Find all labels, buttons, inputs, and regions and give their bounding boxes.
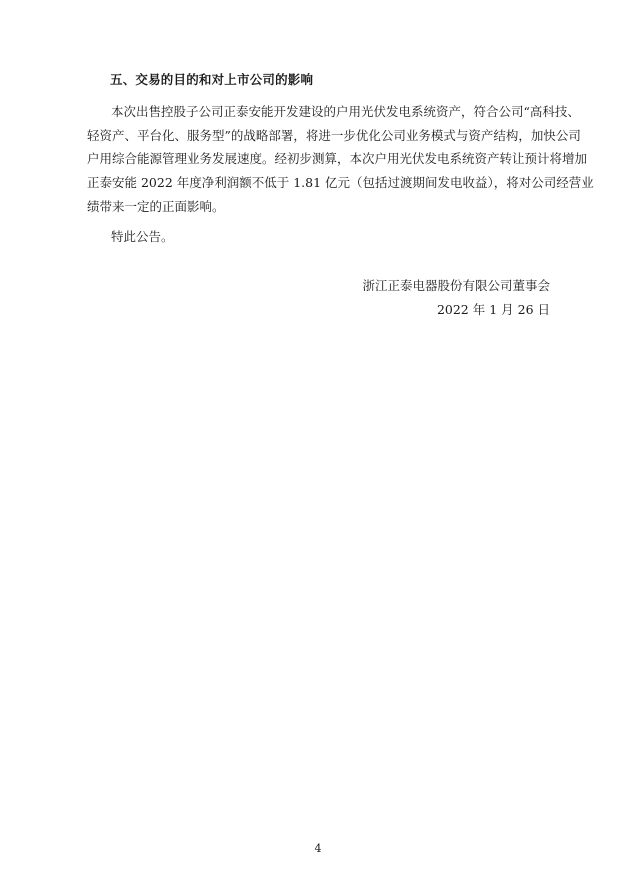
signature-date: 2022 年 1 月 26 日 <box>436 301 550 317</box>
paragraph-line: 绩带来一定的正面影响。 <box>87 198 225 214</box>
signature-block <box>362 274 550 321</box>
paragraph-line: 本次出售控股子公司正泰安能开发建设的户用光伏发电系统资产，符合公司“高科技、 <box>111 104 580 119</box>
page-number: 4 <box>314 842 322 855</box>
paragraph-line: 正泰安能 2022 年度净利润额不低于 1.81 亿元（包括过渡期间发电收益），将对公司经营业 <box>87 175 594 191</box>
paragraph-line: 轻资产、平台化、服务型”的战略部署，将进一步优化公司业务模式与资产结构，加快公司 <box>87 127 581 143</box>
signature-company: 浙江正泰电器股份有限公司董事会 <box>362 278 550 293</box>
closing-statement: 特此公告。 <box>111 229 174 244</box>
paragraph-line: 户用综合能源管理业务发展速度。经初步测算，本次户用光伏发电系统资产转让预计将增加 <box>87 151 588 167</box>
body-paragraph <box>87 100 594 219</box>
section-heading: 五、交易的目的和对上市公司的影响 <box>110 72 314 87</box>
